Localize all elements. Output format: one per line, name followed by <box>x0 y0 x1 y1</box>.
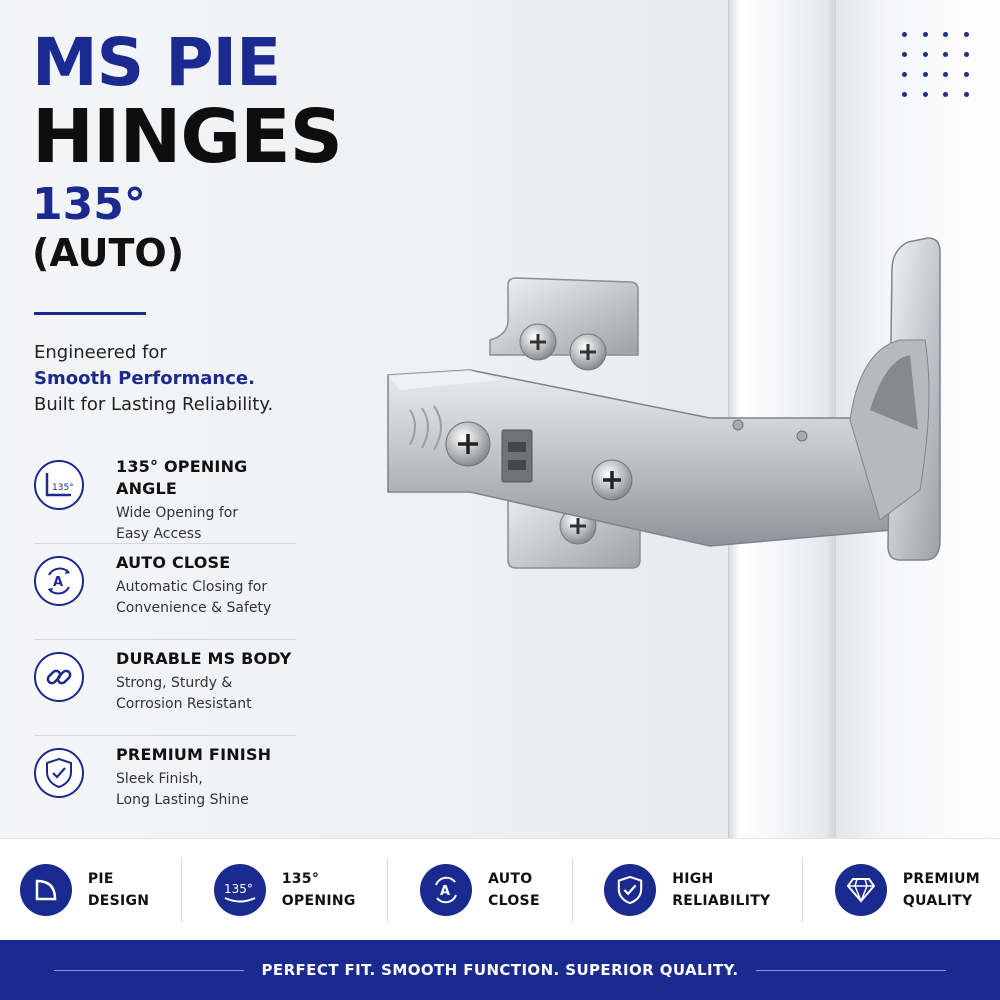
headline <box>32 24 342 276</box>
shield-check-icon <box>34 748 84 798</box>
tagline-line-2: Smooth Performance. <box>34 368 255 389</box>
feature-desc-2: Corrosion Resistant <box>116 696 252 712</box>
feature-item <box>34 544 296 640</box>
badge-angle-label: 135° <box>223 881 253 896</box>
chain-link-icon <box>34 652 84 702</box>
tagline <box>34 340 273 418</box>
angle-135-icon <box>34 460 84 510</box>
tagline-line-1: Engineered for <box>34 342 167 363</box>
feature-desc-1: Wide Opening for <box>116 505 239 521</box>
feature-title: 135° OPENING ANGLE <box>116 457 248 498</box>
badge-line-2: DESIGN <box>87 892 150 909</box>
footer-rule-right <box>756 970 946 971</box>
feature-title: PREMIUM FINISH <box>116 745 272 764</box>
feature-desc-1: Sleek Finish, <box>116 771 203 787</box>
tagline-line-3: Built for Lasting Reliability. <box>34 394 274 415</box>
headline-mode: (AUTO) <box>32 231 185 275</box>
badge-separator <box>802 858 803 922</box>
feature-title: AUTO CLOSE <box>116 553 231 572</box>
badge-line-1: HIGH <box>672 870 714 887</box>
auto-close-icon <box>420 864 472 916</box>
feature-list <box>34 448 296 832</box>
diamond-icon <box>835 864 887 916</box>
hinge-illustration <box>380 230 950 570</box>
footer-banner <box>0 940 1000 1000</box>
angle-icon-label: 135° <box>52 483 74 493</box>
headline-line-2: HINGES <box>32 94 342 180</box>
decorative-dot-grid <box>902 32 972 102</box>
badge-auto-close <box>412 858 548 922</box>
feature-desc-1: Automatic Closing for <box>116 579 268 595</box>
footer-slogan: PERFECT FIT. SMOOTH FUNCTION. SUPERIOR QUALITY. <box>261 961 739 979</box>
badge-135-opening <box>206 858 364 922</box>
badge-line-1: PIE <box>87 870 114 887</box>
badge-bar <box>0 838 1000 940</box>
badge-line-2: CLOSE <box>488 892 540 909</box>
feature-desc-2: Convenience & Safety <box>116 600 272 616</box>
angle-135-icon <box>214 864 266 916</box>
badge-line-2: OPENING <box>281 892 356 909</box>
badge-premium-quality <box>827 858 988 922</box>
feature-desc-2: Long Lasting Shine <box>116 792 249 808</box>
badge-separator <box>572 858 573 922</box>
headline-angle: 135° <box>32 179 146 230</box>
auto-icon-letter: A <box>53 575 64 590</box>
badge-pie-design <box>12 858 158 922</box>
badge-auto-letter: A <box>440 883 451 899</box>
badge-separator <box>181 858 182 922</box>
badge-line-1: 135° <box>281 870 320 887</box>
feature-item <box>34 736 296 832</box>
headline-divider <box>34 312 146 315</box>
feature-title: DURABLE MS BODY <box>116 649 292 668</box>
badge-high-reliability <box>596 858 778 922</box>
badge-line-1: AUTO <box>488 870 533 887</box>
shield-check-icon <box>604 864 656 916</box>
feature-desc-1: Strong, Sturdy & <box>116 675 233 691</box>
feature-item <box>34 448 296 544</box>
pie-icon <box>20 864 72 916</box>
feature-item <box>34 640 296 736</box>
badge-line-2: RELIABILITY <box>672 892 771 909</box>
auto-close-icon <box>34 556 84 606</box>
headline-line-1: MS PIE <box>32 24 281 101</box>
feature-desc-2: Easy Access <box>116 526 202 542</box>
footer-rule-left <box>54 970 244 971</box>
badge-line-2: QUALITY <box>902 892 973 909</box>
badge-separator <box>387 858 388 922</box>
badge-line-1: PREMIUM <box>902 870 981 887</box>
